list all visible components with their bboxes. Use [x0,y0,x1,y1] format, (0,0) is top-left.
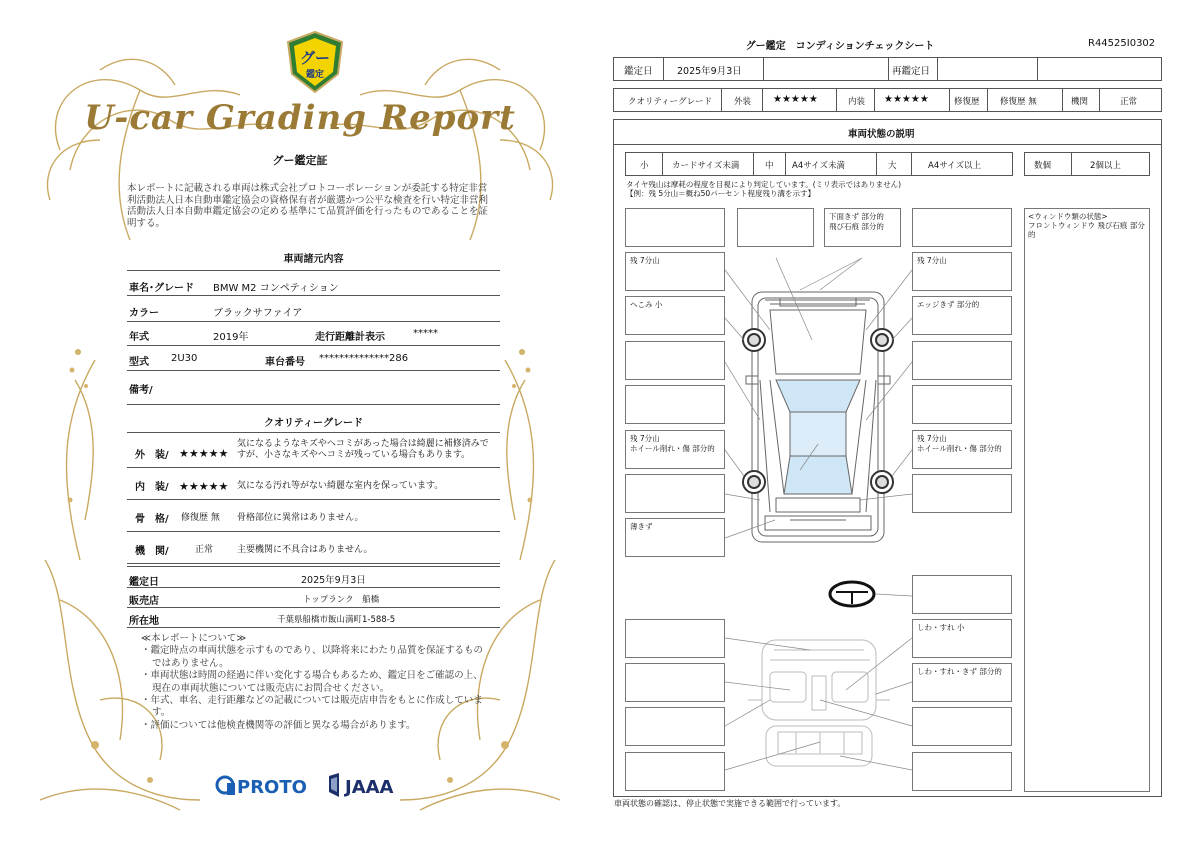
note-box [625,252,725,291]
year-value: 2019年 [213,332,249,343]
dealer-value: トップランク 船橋 [303,595,380,605]
sheet-date-label: 鑑定日 [624,66,653,77]
jaaa-logo-icon [329,773,394,798]
tire-note-line: 【例：残 5分山＝概ね50パーセント程度残り溝を示す】 [626,189,816,198]
exterior-stars: ★★★★★ [179,447,229,460]
window-note-text: フロントウィンドウ 飛び石痕 部分的 [1028,221,1145,239]
divider [763,58,764,80]
note-box [912,707,1012,746]
note-box [912,385,1012,424]
note-text: 残 7分山 [917,256,947,265]
about-item: ・車両状態は時間の経過に伴い変化する場合もあるため、鑑定日をご確認の上、現在の車両状態については販売店にお問合せください。 [141,670,483,694]
note-box [625,430,725,469]
spec-row-year [127,322,500,346]
model-label: 型式 [129,357,149,368]
divider [614,144,1161,145]
note-box [625,474,725,513]
sheet-repair-value: 修復歴 無 [1000,97,1037,107]
divider [937,58,938,80]
note-box [912,252,1012,291]
size-large-desc: A4サイズ以上 [928,161,982,171]
note-box [912,296,1012,335]
report-script-title: U-car Grading Report [84,98,516,138]
grade-row-interior [127,468,500,500]
name-value: BMW M2 コンペティション [213,283,339,294]
sheet-date-value: 2025年9月3日 [677,66,742,77]
note-box [625,341,725,380]
sheet-ext-stars: ★★★★★ [773,94,818,105]
address-label: 所在地 [129,616,159,627]
jaaa-logo-text: JAAA [345,777,394,798]
size-large: 大 [888,161,897,171]
divider [785,153,786,175]
note-text: 残 7分山 [630,256,660,265]
specs-section-title: 車両諸元内容 [283,254,344,265]
spec-row-notes [127,371,500,405]
about-item: ・年式、車名、走行距離などの記載については販売店申告をもとに作成しています。 [141,695,483,719]
note-box [912,208,1012,247]
divider [987,89,988,111]
certificate-intro: 本レポートに記載される車両は株式会社プロトコーポレーションが委託する特定非営利活動法人日本自動車鑑定協会の資格保有者が厳選かつ公平な検査を行い特定非営利活動法人日本自動車鑑定協会の定める基準にて品質評価を行ったものであることを証明する。 [127,183,489,229]
note-box [912,474,1012,513]
divider [1062,89,1063,111]
engine-text: 主要機関に不具合はありません。 [237,545,373,555]
proto-logo-text: PROTO [237,777,307,798]
count-label: 数個 [1034,161,1052,171]
note-box [625,296,725,335]
count-desc: 2個以上 [1090,161,1121,171]
sheet-repair-label: 修復歴 [954,97,980,107]
sponsor-logos [215,770,415,800]
size-small: 小 [640,161,649,171]
about-title: ≪本レポートについて≫ [141,633,247,644]
note-box [625,619,725,658]
date-value: 2025年9月3日 [301,575,366,586]
quality-section-title: クオリティーグレード [264,418,363,429]
certificate-heading: グー鑑定証 [272,154,328,167]
note-text: エッジきず 部分的 [917,300,980,309]
mileage-value: ***** [413,328,438,339]
grade-row-frame [127,500,500,532]
size-mid-desc: A4サイズ未満 [792,161,846,171]
note-text: 下面きず 部分的 飛び石痕 部分的 [829,212,884,231]
note-box [625,707,725,746]
divider [911,153,912,175]
window-condition-note [1024,208,1150,792]
condition-title: 車両状態の説明 [848,129,915,140]
mileage-label: 走行距離計表示 [315,332,385,343]
note-box [824,208,901,247]
note-box [912,430,1012,469]
about-item: ・鑑定時点の車両状態を示すものであり、以降将来にわたり品質を保証するものではありません。 [141,645,484,669]
badge-text: グー [299,49,331,67]
note-box [625,518,725,557]
note-box [625,208,725,247]
tire-note [626,180,901,198]
divider [662,153,663,175]
note-box [737,208,814,247]
dealer-label: 販売店 [129,596,159,607]
note-box [912,663,1012,702]
proto-logo-icon [217,777,307,798]
sheet-redate-label: 再鑑定日 [892,66,931,77]
divider [874,89,875,111]
window-note-title: <ウィンドウ類の状態> [1028,212,1108,221]
sheet-engine-label: 機関 [1071,97,1089,107]
divider [762,89,763,111]
note-text: 薄きず [630,522,653,531]
size-mid: 中 [765,161,774,171]
qg-label: クオリティーグレード [628,97,713,107]
tire-note-line: タイヤ残山は摩耗の程度を目視により判定しています。(ミリ表示ではありません) [626,180,902,189]
notes-label: 備考/ [129,385,153,396]
about-report [141,633,491,732]
info-row-address [127,608,500,628]
note-text: 残 7分山 ホイール削れ・傷 部分的 [630,434,715,453]
note-box [625,663,725,702]
frame-label: 骨 格/ [135,514,169,525]
interior-label: 内 装/ [135,482,169,493]
sheet-int-stars: ★★★★★ [884,94,929,105]
note-box [912,341,1012,380]
grade-row-engine [127,532,500,564]
color-value: ブラックサファイア [213,308,303,319]
sheet-int-label: 内装 [848,97,866,107]
engine-value: 正常 [195,545,214,555]
size-small-desc: カードサイズ未満 [672,161,740,171]
divider [1037,58,1038,80]
color-label: カラー [129,308,159,319]
footer-note: 車両状態の確認は、停止状態で実施できる範囲で行っています。 [614,799,846,808]
spec-row-model [127,346,500,371]
note-text: しわ・すれ 小 [917,623,965,632]
note-box [912,752,1012,791]
note-text: へこみ 小 [630,300,663,309]
divider [888,58,889,80]
name-label: 車名･グレード [129,283,194,294]
address-value: 千葉県船橋市飯山満町1-588-5 [277,615,396,625]
date-label: 鑑定日 [129,577,159,588]
sheet-ext-label: 外装 [734,97,752,107]
divider [663,58,664,80]
year-label: 年式 [129,332,149,343]
note-text: しわ・すれ・きず 部分的 [917,667,1002,676]
divider [1071,153,1072,175]
divider [876,153,877,175]
model-value: 2U30 [171,353,198,364]
frame-value: 修復歴 無 [181,513,220,523]
grade-row-exterior [127,432,500,468]
about-item: ・評価については他検査機関等の評価と異なる場合があります。 [141,719,416,731]
note-box [625,385,725,424]
note-box [625,752,725,791]
goo-appraisal-badge-icon [286,30,344,94]
spec-row-color [127,296,500,322]
note-box [912,619,1012,658]
note-box [912,575,1012,614]
interior-stars: ★★★★★ [179,480,229,493]
frame-text: 骨格部位に異常はありません。 [237,513,364,523]
divider [753,153,754,175]
exterior-label: 外 装/ [135,450,169,461]
info-row-date [127,566,500,588]
sheet-title: グー鑑定 コンディションチェックシート [745,41,935,52]
chassis-label: 車台番号 [265,357,305,368]
engine-label: 機 関/ [135,546,169,557]
sheet-id: R44525I0302 [1088,38,1156,49]
info-row-dealer [127,588,500,608]
sheet-engine-value: 正常 [1120,97,1138,107]
divider [949,89,950,111]
chassis-value: **************286 [319,353,409,364]
badge-subtext: 鑑定 [305,70,325,80]
divider [1099,89,1100,111]
interior-text: 気になる汚れ等がない綺麗な室内を保っています。 [237,481,444,491]
divider [836,89,837,111]
note-text: 残 7分山 ホイール削れ・傷 部分的 [917,434,1002,453]
divider [721,89,722,111]
spec-row-name [127,270,500,296]
exterior-text: 気になるようなキズやヘコミがあった場合は綺麗に補修済みですが、小さなキズやヘコミが残っている場合もあります。 [237,439,489,460]
